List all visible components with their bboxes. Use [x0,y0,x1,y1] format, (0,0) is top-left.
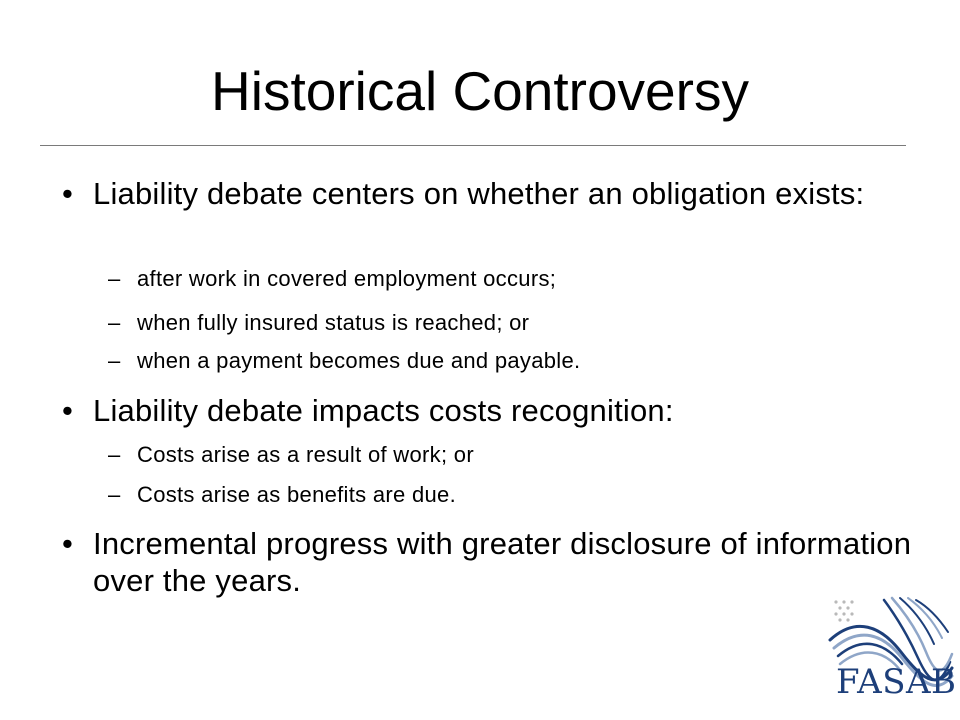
bullet-marker: • [62,176,73,211]
bullet-marker: • [62,526,73,561]
sub-bullet-marker: – [108,482,121,507]
sub-bullet-marker: – [108,266,121,291]
sub-bullet-marker: – [108,442,121,467]
logo-stars [834,600,853,621]
sub-bullet-item-1-2: when fully insured status is reached; or [137,310,530,335]
sub-bullet-marker: – [108,310,121,335]
sub-bullet-marker: – [108,348,121,373]
slide-title: Historical Controversy [211,60,749,122]
bullet-item-2: Liability debate impacts costs recognition: [93,393,674,428]
sub-bullet-item-2-1: Costs arise as a result of work; or [137,442,474,467]
bullet-item-3: Incremental progress with greater disclosure of information over the years. [93,526,912,598]
bullet-item-1: Liability debate centers on whether an obligation exists: [93,176,865,211]
sub-bullet-item-1-1: after work in covered employment occurs; [137,266,557,291]
sub-bullet-item-2-2: Costs arise as benefits are due. [137,482,456,507]
bullet-marker: • [62,393,73,428]
sub-bullet-item-1-3: when a payment becomes due and payable. [137,348,581,373]
fasab-logo-text: FASAB [836,662,957,702]
